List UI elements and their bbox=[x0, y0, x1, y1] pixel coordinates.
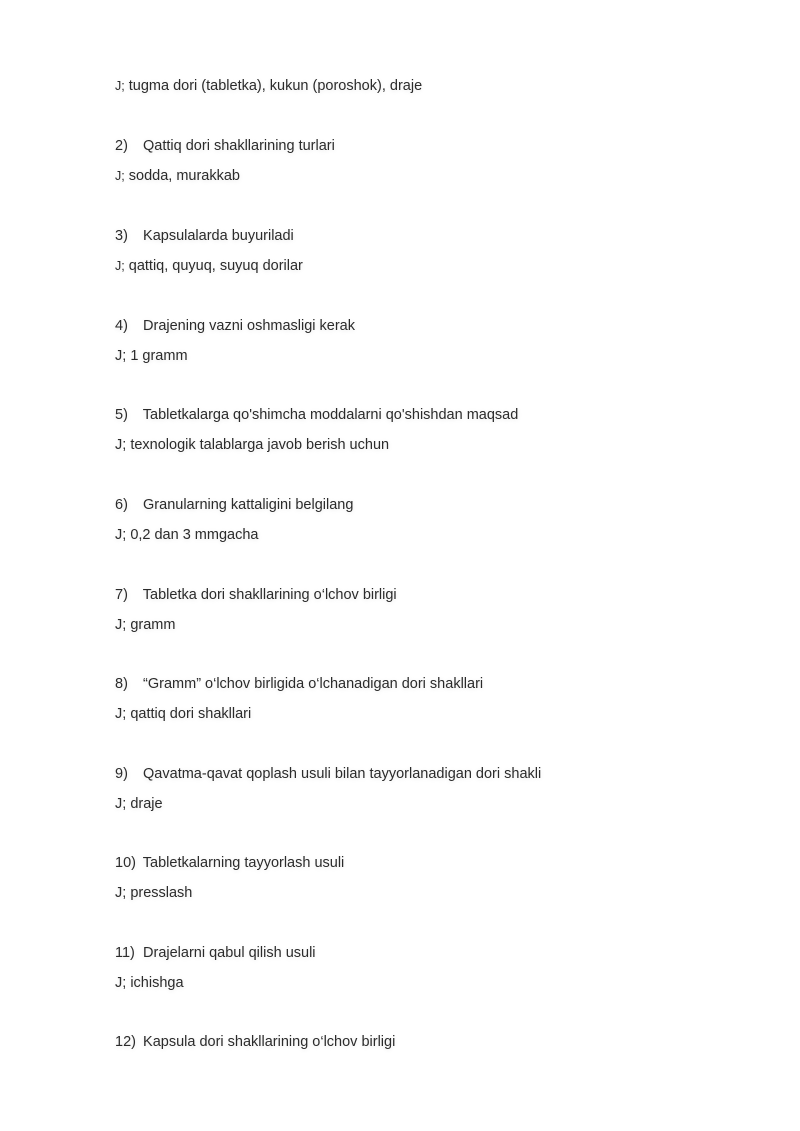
question-text: Qavatma-qavat qoplash usuli bilan tayyorlanadigan dori shakli bbox=[143, 766, 542, 782]
answer-prefix: J; bbox=[115, 527, 127, 543]
question-line-7 bbox=[115, 586, 397, 604]
answer-line-11 bbox=[115, 974, 184, 992]
question-number: 4) bbox=[115, 318, 128, 334]
answer-text: presslash bbox=[130, 885, 193, 901]
answer-prefix: J; bbox=[115, 885, 127, 901]
answer-text: draje bbox=[130, 796, 163, 812]
question-line-8 bbox=[115, 675, 483, 693]
question-number: 3) bbox=[115, 228, 128, 244]
answer-line-4 bbox=[115, 347, 188, 365]
question-text: Tabletkalarga qo'shimcha moddalarni qo'shishdan maqsad bbox=[142, 407, 519, 423]
answer-line-6 bbox=[115, 526, 258, 544]
answer-text: qattiq, quyuq, suyuq dorilar bbox=[128, 258, 303, 274]
question-line-3 bbox=[115, 227, 294, 245]
answer-line-9 bbox=[115, 795, 163, 813]
answer-prefix: J; bbox=[115, 169, 125, 183]
question-line-2 bbox=[115, 137, 335, 155]
question-text: Granularning kattaligini belgilang bbox=[143, 497, 354, 513]
answer-text: gramm bbox=[130, 617, 176, 633]
question-text: Qattiq dori shakllarining turlari bbox=[143, 138, 335, 154]
answer-text: qattiq dori shakllari bbox=[130, 706, 252, 722]
question-text: Drajening vazni oshmasligi kerak bbox=[143, 318, 355, 334]
question-number: 6) bbox=[115, 497, 128, 513]
question-text: Tabletkalarning tayyorlash usuli bbox=[142, 855, 345, 871]
answer-line-8 bbox=[115, 705, 251, 723]
question-text: Tabletka dori shakllarining o‘lchov birligi bbox=[142, 587, 397, 603]
question-text: “Gramm” o‘lchov birligida o‘lchanadigan dori shakllari bbox=[143, 676, 484, 692]
question-text: Kapsulalarda buyuriladi bbox=[143, 228, 294, 244]
question-line-11 bbox=[115, 944, 316, 962]
answer-prefix: J; bbox=[115, 79, 125, 93]
question-number: 8) bbox=[115, 676, 128, 692]
answer-text: tugma dori (tabletka), kukun (poroshok), draje bbox=[128, 78, 423, 94]
question-line-4 bbox=[115, 317, 355, 335]
question-number: 9) bbox=[115, 766, 128, 782]
answer-prefix: J; bbox=[115, 617, 127, 633]
question-line-5 bbox=[115, 406, 518, 424]
answer-line-2 bbox=[115, 167, 240, 185]
answer-prefix: J; bbox=[115, 259, 125, 273]
answer-line-7 bbox=[115, 616, 175, 634]
answer-text: ichishga bbox=[130, 975, 184, 991]
question-number: 12) bbox=[115, 1034, 136, 1050]
answer-prefix: J; bbox=[115, 437, 127, 453]
answer-text: 0,2 dan 3 mmgacha bbox=[130, 527, 259, 543]
question-number: 2) bbox=[115, 138, 128, 154]
answer-text: 1 gramm bbox=[130, 348, 188, 364]
question-line-10 bbox=[115, 854, 344, 872]
answer-line-3 bbox=[115, 257, 303, 275]
answer-line-10 bbox=[115, 884, 192, 902]
question-line-9 bbox=[115, 765, 541, 783]
answer-prefix: J; bbox=[115, 348, 127, 364]
question-line-6 bbox=[115, 496, 353, 514]
question-line-12 bbox=[115, 1033, 395, 1051]
question-number: 5) bbox=[115, 407, 128, 423]
answer-text: sodda, murakkab bbox=[128, 168, 240, 184]
question-text: Drajelarni qabul qilish usuli bbox=[143, 945, 316, 961]
answer-prefix: J; bbox=[115, 975, 127, 991]
answer-line-5 bbox=[115, 436, 389, 454]
question-number: 10) bbox=[115, 855, 136, 871]
question-number: 7) bbox=[115, 587, 128, 603]
question-number: 11) bbox=[115, 945, 135, 961]
question-text: Kapsula dori shakllarining o‘lchov birligi bbox=[143, 1034, 396, 1050]
answer-text: texnologik talablarga javob berish uchun bbox=[130, 437, 390, 453]
answer-prefix: J; bbox=[115, 706, 127, 722]
answer-prefix: J; bbox=[115, 796, 127, 812]
answer-line-1 bbox=[115, 77, 422, 95]
